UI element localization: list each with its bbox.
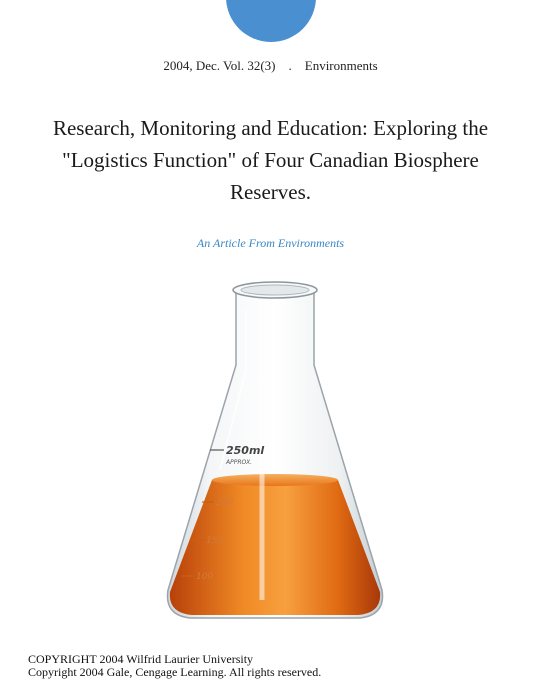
citation-line <box>0 58 541 74</box>
citation-separator: . <box>288 58 292 73</box>
graduation-100: 100 <box>196 572 214 582</box>
copyright-block <box>28 653 321 679</box>
article-source-line: An Article From Environments <box>196 236 345 250</box>
copyright-line-1: COPYRIGHT 2004 Wilfrid Laurier University <box>28 652 254 666</box>
capacity-label: 250ml <box>226 444 265 457</box>
graduation-200: 200 <box>216 498 234 508</box>
citation-date-volume: 2004, Dec. Vol. 32(3) <box>163 58 276 73</box>
approx-label: APPROX. <box>226 459 253 466</box>
erlenmeyer-flask-image <box>150 270 400 640</box>
article-title: Research, Monitoring and Education: Exploring the "Logistics Function" of Four Canadian Biosphere Reserves. <box>52 116 489 204</box>
copyright-line-2: Copyright 2004 Gale, Cengage Learning. All rights reserved. <box>28 665 322 679</box>
citation-journal: Environments <box>304 58 378 73</box>
decorative-circle <box>226 0 316 42</box>
graduation-150: 150 <box>206 536 224 546</box>
